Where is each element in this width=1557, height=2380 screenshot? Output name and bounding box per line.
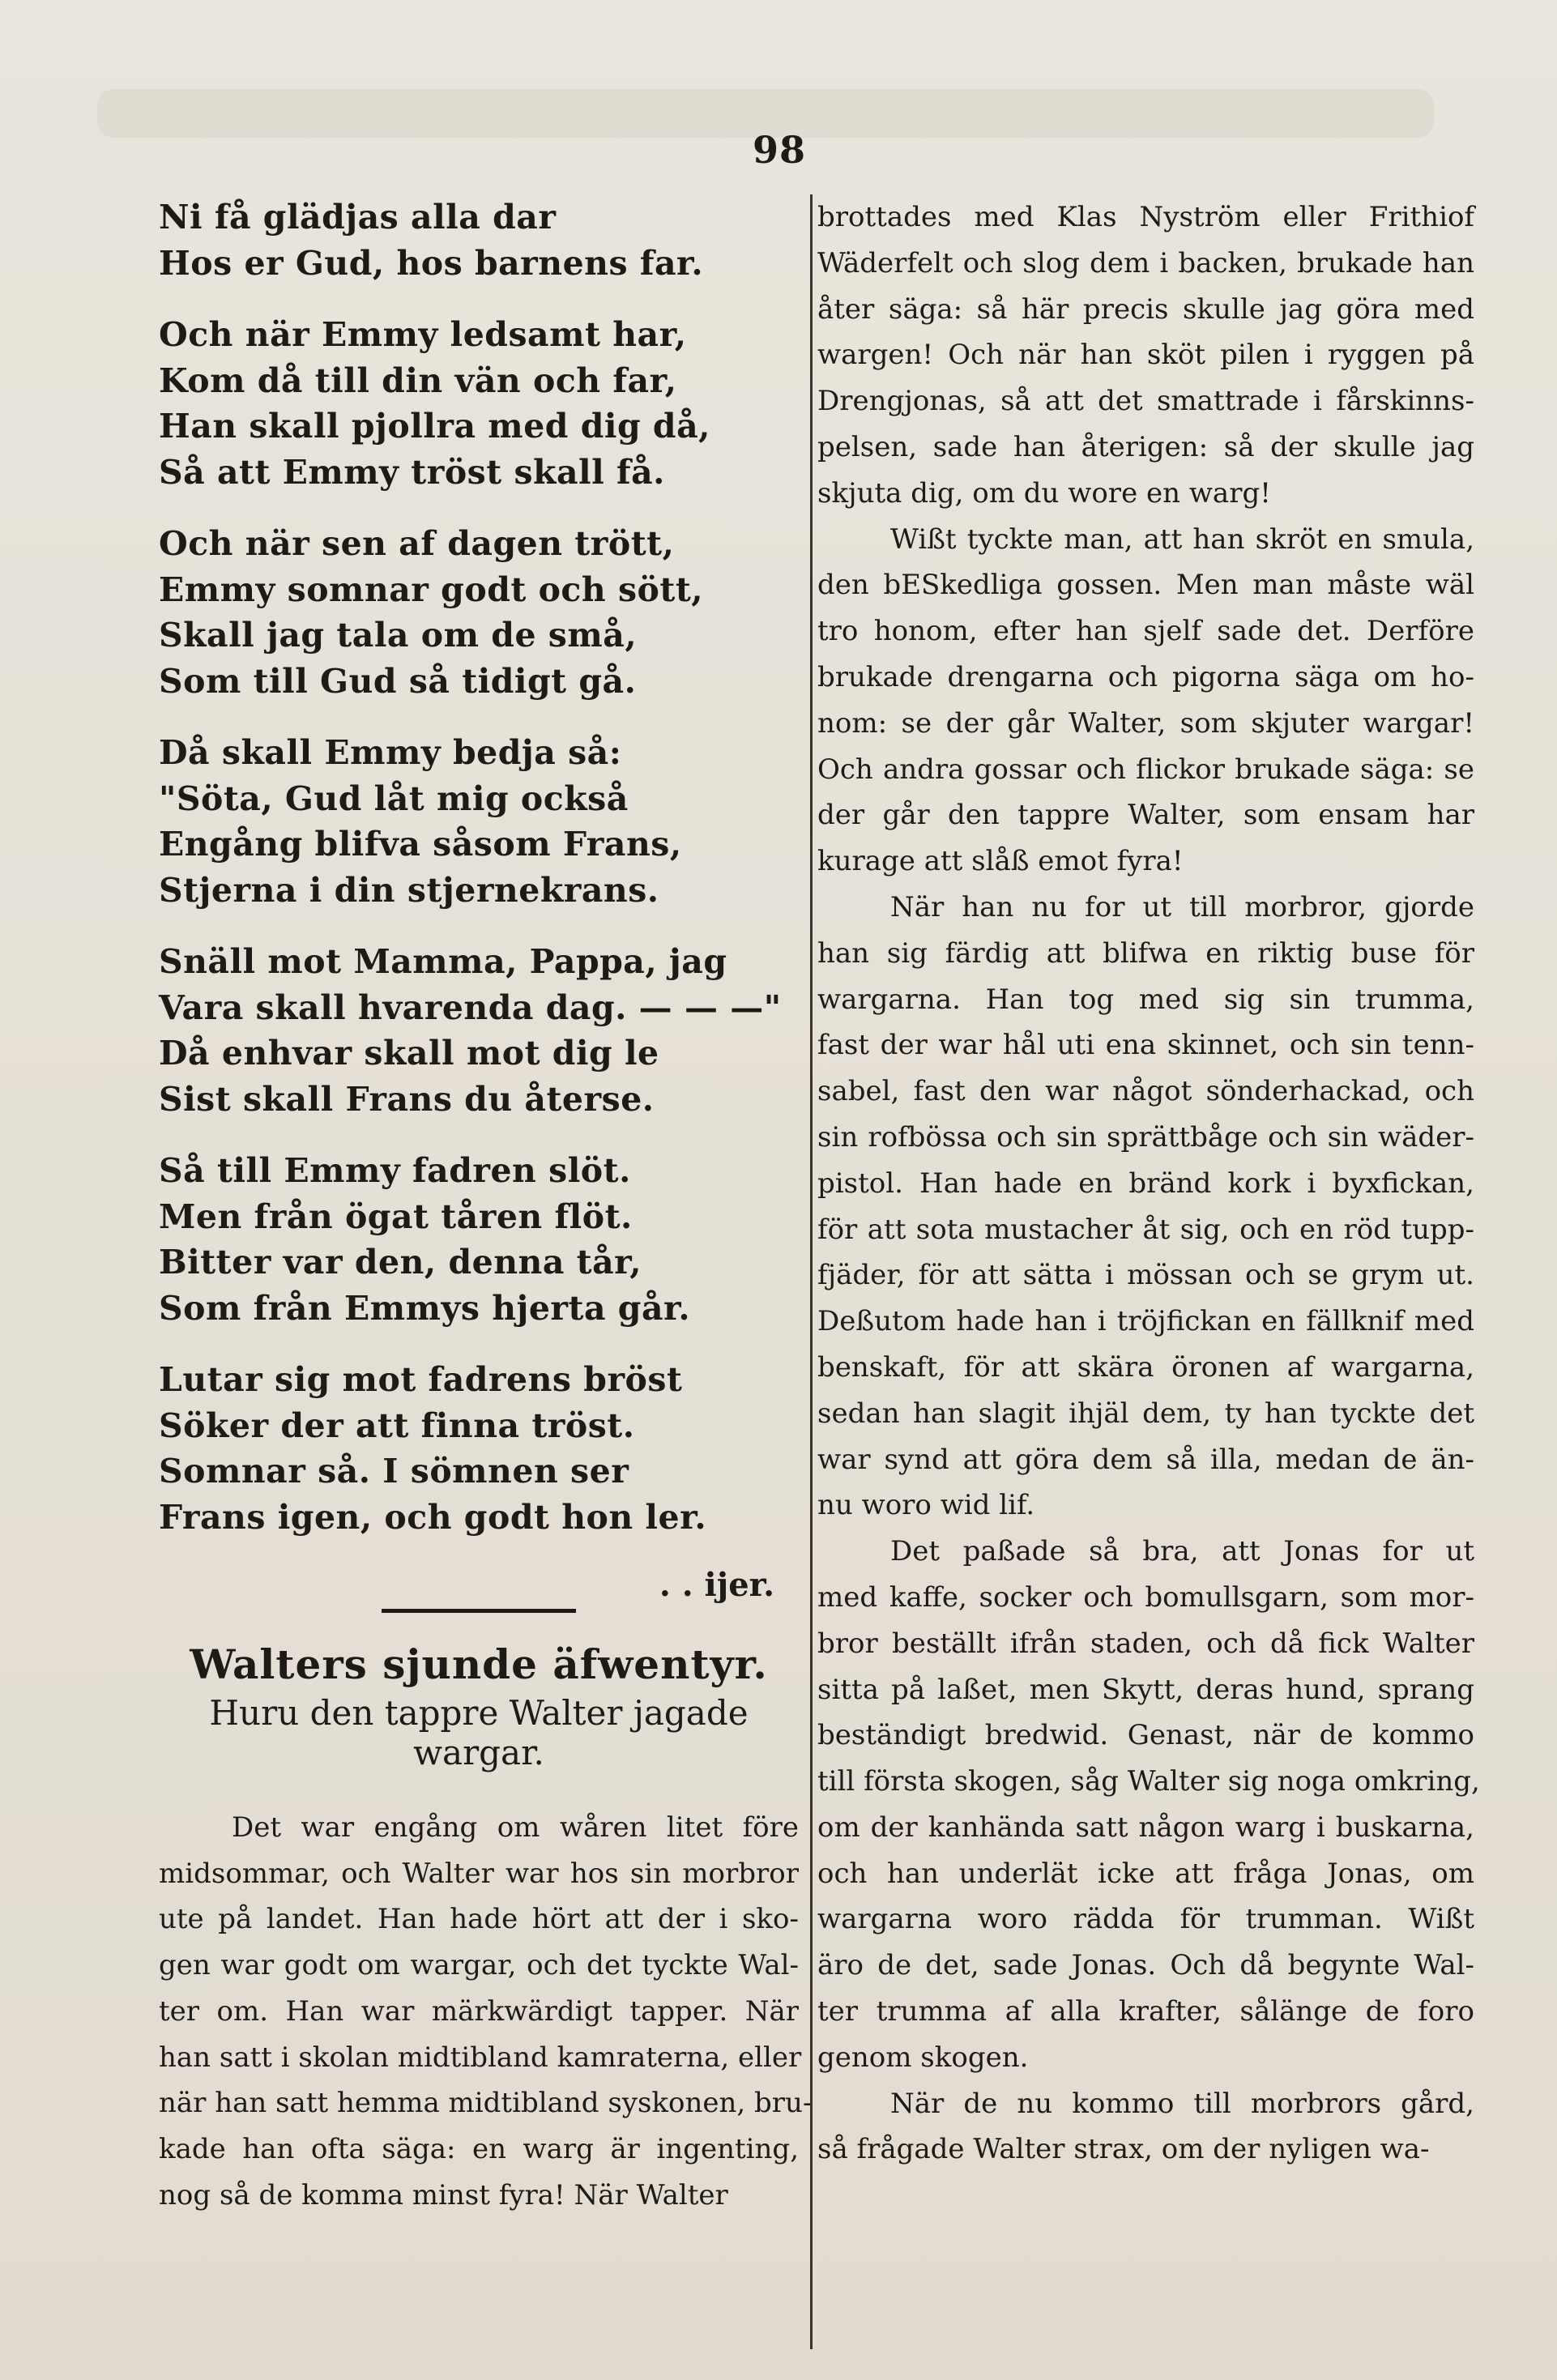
text-line: kade han ofta säga: en warg är ingenting, <box>159 2132 799 2165</box>
poem-line: Skall jag tala om de små, <box>159 616 638 655</box>
text-line: Wäderfelt och slog dem i backen, brukade han <box>817 246 1474 279</box>
text-line: när han satt hemma midtibland syskonen, bru- <box>159 2087 813 2120</box>
story-subtitle: Huru den tappre Walter jagade wargar. <box>209 1693 749 1772</box>
text-line: kurage att slåß emot fyra! <box>817 845 1184 878</box>
right-column <box>810 194 1480 2349</box>
text-line: åter säga: så här precis skulle jag göra med <box>817 292 1474 326</box>
story-paragraph <box>159 1805 813 2218</box>
text-line: skjuta dig, om du wore en warg! <box>817 476 1271 510</box>
poem-signature: . . ijer. <box>659 1566 774 1604</box>
poem-line: Stjerna i din stjernekrans. <box>159 870 659 910</box>
poem-line: Bitter var den, denna tår, <box>159 1243 642 1282</box>
poem-line: Kom då till din vän och far, <box>159 360 677 400</box>
text-line: wargen! Och när han sköt pilen i ryggen på <box>817 339 1474 372</box>
poem-line: "Söta, Gud låt mig också <box>159 778 629 818</box>
text-line: När han nu for ut till morbror, gjorde <box>890 890 1474 923</box>
text-line: När de nu kommo till morbrors gård, <box>890 2087 1474 2120</box>
text-line: Deßutom hade han i tröjfickan en fällknif med <box>817 1305 1474 1338</box>
poem <box>159 194 799 1540</box>
text-line: genom skogen. <box>817 2041 1029 2074</box>
poem-stanza <box>159 939 799 1122</box>
text-line: wargarna woro rädda för trumman. Wißt <box>817 1903 1474 1936</box>
text-line: brukade drengarna och pigorna säga om ho- <box>817 660 1474 693</box>
text-line: pelsen, sade han återigen: så der skulle jag <box>817 430 1474 463</box>
text-line: ter trumma af alla krafter, sålänge de foro <box>817 1995 1474 2028</box>
text-line: wargarna. Han tog med sig sin trumma, <box>817 983 1474 1016</box>
text-line: den bESkedliga gossen. Men man måste wäl <box>817 569 1474 602</box>
text-line: han sig färdig att blifwa en riktig buse för <box>817 936 1474 970</box>
text-line: ute på landet. Han hade hört att der i sko- <box>159 1903 799 1936</box>
story-paragraph <box>817 885 1474 1529</box>
story-title: Walters sjunde äfwentyr. <box>190 1640 768 1688</box>
text-line: pistol. Han hade en bränd kork i byxfickan, <box>817 1167 1474 1200</box>
story-continuation <box>817 194 1480 2173</box>
text-line: sabel, fast den war något sönderhackad, och <box>817 1075 1474 1108</box>
poem-line: Vara skall hvarenda dag. — — —" <box>159 987 782 1027</box>
poem-stanza <box>159 730 799 913</box>
text-line: fjäder, för att sätta i mössan och se grym ut. <box>817 1259 1474 1292</box>
text-line: midsommar, och Walter war hos sin morbror <box>159 1857 799 1890</box>
poem-line: Då enhvar skall mot dig le <box>159 1034 659 1073</box>
poem-line: Då skall Emmy bedja så: <box>159 733 622 772</box>
text-line: Det paßade så bra, att Jonas for ut <box>890 1535 1474 1568</box>
text-line: Drengjonas, så att det smattrade i fårskinns- <box>817 385 1474 418</box>
text-line: med kaffe, socker och bomullsgarn, som mor- <box>817 1580 1474 1614</box>
text-line: Det war engång om wåren litet före <box>232 1811 799 1844</box>
story-paragraph <box>817 517 1474 885</box>
poem-line: Snäll mot Mamma, Pappa, jag <box>159 942 727 981</box>
text-line: sedan han slagit ihjäl dem, ty han tyckte det <box>817 1397 1474 1430</box>
text-line: så frågade Walter strax, om der nyligen wa- <box>817 2133 1430 2166</box>
poem-line: Emmy somnar godt och sött, <box>159 569 704 609</box>
text-line: war synd att göra dem så illa, medan de än- <box>817 1443 1474 1476</box>
text-line: brottades med Klas Nyström eller Frithiof <box>817 201 1474 233</box>
text-line: nom: se der går Walter, som skjuter wargar! <box>817 706 1474 740</box>
poem-line: Engång blifva såsom Frans, <box>159 825 682 864</box>
poem-stanza <box>159 312 799 495</box>
poem-line: Som till Gud så tidigt gå. <box>159 661 637 701</box>
poem-line: Han skall pjollra med dig då, <box>159 407 710 446</box>
text-line: sin rofbössa och sin sprättbåge och sin wäder- <box>817 1120 1474 1154</box>
text-line: gen war godt om wargar, och det tyckte Wal- <box>159 1949 799 1982</box>
poem-line: Som från Emmys hjerta går. <box>159 1288 691 1328</box>
text-line: nu woro wid lif. <box>817 1489 1035 1522</box>
text-line: sitta på laßet, men Skytt, deras hund, sprang <box>817 1673 1474 1706</box>
text-line: bror beställt ifrån staden, och då fick Walter <box>817 1627 1474 1660</box>
story-paragraph <box>817 2081 1474 2173</box>
poem-line: Ni få glädjas alla dar <box>159 198 557 237</box>
poem-line: Frans igen, och godt hon ler. <box>159 1497 707 1537</box>
text-line: tro honom, efter han sjelf sade det. Derföre <box>817 615 1474 648</box>
left-column <box>159 194 813 2218</box>
poem-line: Hos er Gud, hos barnens far. <box>159 243 704 283</box>
story-paragraph <box>817 1529 1480 2081</box>
text-line: äro de det, sade Jonas. Och då begynte Wal- <box>817 1949 1474 1982</box>
text-line: han satt i skolan midtibland kamraterna, eller <box>159 2041 802 2074</box>
poem-stanza <box>159 1357 799 1540</box>
text-line: nog så de komma minst fyra! När Walter <box>159 2178 728 2212</box>
poem-line: Och när sen af dagen trött, <box>159 524 675 563</box>
poem-line: Och när Emmy ledsamt har, <box>159 315 687 354</box>
poem-stanza <box>159 194 799 286</box>
poem-line: Så att Emmy tröst skall få. <box>159 452 665 492</box>
text-line: Och andra gossar och flickor brukade säga: se <box>817 753 1474 786</box>
poem-line: Men från ögat tåren flöt. <box>159 1196 633 1236</box>
story-paragraph <box>817 194 1474 517</box>
poem-stanza <box>159 1148 799 1331</box>
poem-line: Sist skall Frans du återse. <box>159 1079 655 1119</box>
text-line: Wißt tyckte man, att han skröt en smula, <box>890 522 1474 556</box>
text-line: och han underlät icke att fråga Jonas, om <box>817 1857 1474 1890</box>
text-line: beständigt bredwid. Genast, när de kommo <box>817 1719 1474 1752</box>
poem-stanza <box>159 521 799 704</box>
section-rule <box>382 1609 576 1613</box>
poem-line: Somnar så. I sömnen ser <box>159 1452 629 1491</box>
text-line: fast der war hål uti ena skinnet, och sin tenn- <box>817 1029 1474 1062</box>
text-line: för att sota mustacher åt sig, och en röd tupp- <box>817 1213 1474 1246</box>
poem-line: Så till Emmy fadren slöt. <box>159 1151 631 1190</box>
page-number: 98 <box>752 128 806 172</box>
text-line: om der kanhända satt någon warg i buskarna, <box>817 1811 1474 1844</box>
poem-line: Söker der att finna tröst. <box>159 1405 635 1445</box>
text-line: ter om. Han war märkwärdigt tapper. När <box>159 1994 799 2028</box>
poem-line: Lutar sig mot fadrens bröst <box>159 1360 683 1399</box>
text-line: till första skogen, såg Walter sig noga omkring, <box>817 1765 1480 1798</box>
text-line: benskaft, för att skära öronen af wargarna, <box>817 1350 1474 1384</box>
text-line: der går den tappre Walter, som ensam har <box>817 799 1474 832</box>
